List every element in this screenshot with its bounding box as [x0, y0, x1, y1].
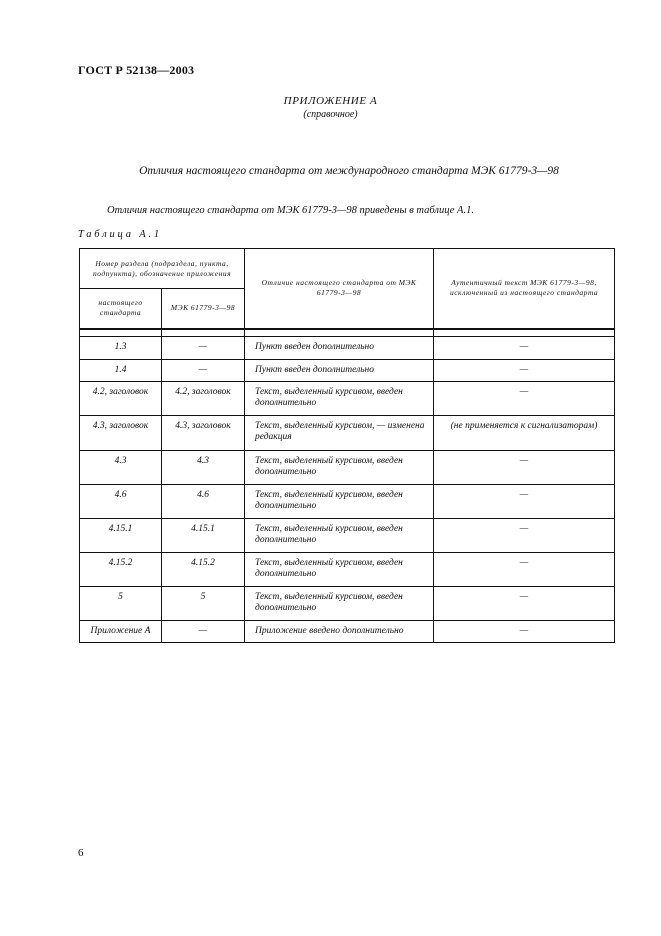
- cell-national-section: 4.15.2: [80, 552, 162, 586]
- cell-difference: Текст, выделенный курсивом, введен дополнительно: [245, 484, 434, 518]
- cell-authentic-text: (не применяется к сигнализаторам): [434, 415, 615, 450]
- cell-difference: Текст, выделенный курсивом, введен дополнительно: [245, 552, 434, 586]
- cell-authentic-text: —: [434, 518, 615, 552]
- cell-iec-section: 4.2, заголовок: [162, 381, 245, 415]
- cell-iec-section: 4.3: [162, 450, 245, 484]
- cell-difference: Пункт введен дополнительно: [245, 359, 434, 381]
- document-code: ГОСТ Р 52138—2003: [78, 63, 195, 77]
- cell-difference: Приложение введено дополнительно: [245, 620, 434, 642]
- table-row: [80, 620, 615, 642]
- appendix-heading: Отличия настоящего стандарта от международного стандарта МЭК 61779-3—98: [139, 165, 559, 177]
- cell-national-section: 4.15.1: [80, 518, 162, 552]
- differences-table: [79, 248, 615, 643]
- cell-authentic-text: —: [434, 620, 615, 642]
- cell-difference: Текст, выделенный курсивом, введен дополнительно: [245, 381, 434, 415]
- cell-authentic-text: —: [434, 586, 615, 620]
- table-row: [80, 518, 615, 552]
- cell-iec-section: 4.15.2: [162, 552, 245, 586]
- cell-iec-section: —: [162, 336, 245, 359]
- table-row: [80, 336, 615, 359]
- cell-national-section: 4.6: [80, 484, 162, 518]
- cell-national-section: 5: [80, 586, 162, 620]
- header-national-standard: настоящего стандарта: [80, 289, 162, 329]
- cell-iec-section: 5: [162, 586, 245, 620]
- header-difference: Отличие настоящего стандарта от МЭК 61779-3—98: [245, 249, 434, 329]
- cell-authentic-text: —: [434, 552, 615, 586]
- cell-difference: Текст, выделенный курсивом, введен дополнительно: [245, 518, 434, 552]
- appendix-note: (справочное): [303, 109, 358, 120]
- cell-authentic-text: —: [434, 450, 615, 484]
- table-row: [80, 552, 615, 586]
- page-number: 6: [78, 847, 84, 859]
- cell-iec-section: 4.6: [162, 484, 245, 518]
- table-caption: Таблица А.1: [78, 229, 162, 240]
- cell-national-section: 4.2, заголовок: [80, 381, 162, 415]
- table-row: [80, 359, 615, 381]
- header-authentic-text: Аутентичный текст МЭК 61779-3—98, исключенный из настоящего стандарта: [434, 249, 615, 329]
- cell-iec-section: 4.3, заголовок: [162, 415, 245, 450]
- cell-authentic-text: —: [434, 484, 615, 518]
- header-iec-standard: МЭК 61779-3—98: [162, 289, 245, 329]
- cell-authentic-text: —: [434, 336, 615, 359]
- cell-iec-section: —: [162, 620, 245, 642]
- cell-iec-section: —: [162, 359, 245, 381]
- cell-iec-section: 4.15.1: [162, 518, 245, 552]
- table-row: [80, 586, 615, 620]
- cell-difference: Текст, выделенный курсивом, — изменена редакция: [245, 415, 434, 450]
- header-section-number: Номер раздела (подраздела, пункта, подпункта), обозначение приложения: [80, 249, 245, 289]
- cell-difference: Пункт введен дополнительно: [245, 336, 434, 359]
- cell-authentic-text: —: [434, 359, 615, 381]
- appendix-title: ПРИЛОЖЕНИЕ А: [283, 95, 378, 107]
- cell-national-section: 4.3: [80, 450, 162, 484]
- cell-difference: Текст, выделенный курсивом, введен дополнительно: [245, 450, 434, 484]
- cell-authentic-text: —: [434, 381, 615, 415]
- cell-national-section: 1.4: [80, 359, 162, 381]
- table-row: [80, 381, 615, 415]
- cell-national-section: 4.3, заголовок: [80, 415, 162, 450]
- table-row: [80, 415, 615, 450]
- cell-difference: Текст, выделенный курсивом, введен дополнительно: [245, 586, 434, 620]
- cell-national-section: 1.3: [80, 336, 162, 359]
- table-spacer-row: [80, 329, 615, 337]
- table-row: [80, 450, 615, 484]
- table-row: [80, 484, 615, 518]
- intro-paragraph: Отличия настоящего стандарта от МЭК 61779-3—98 приведены в таблице А.1.: [107, 205, 474, 216]
- cell-national-section: Приложение А: [80, 620, 162, 642]
